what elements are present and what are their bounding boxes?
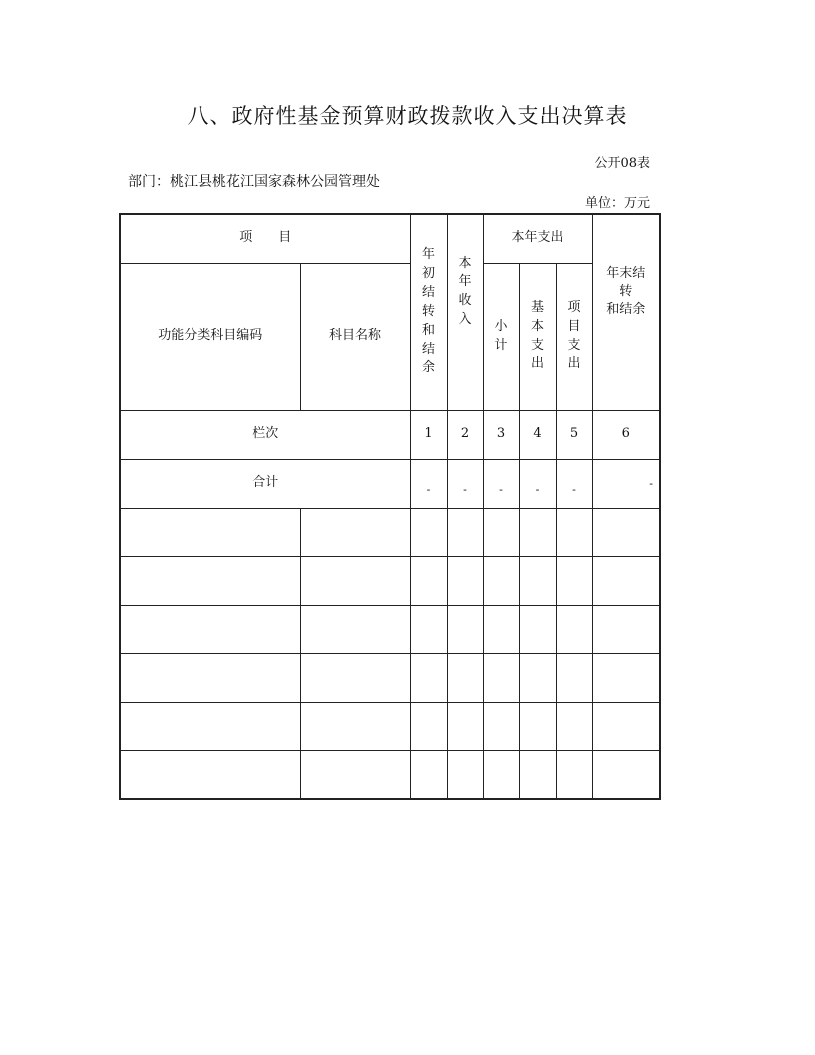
department-label: 部门：桃江县桃花江国家森林公园管理处 bbox=[128, 174, 380, 190]
column-index-2: 2 bbox=[447, 410, 483, 459]
cell bbox=[592, 702, 660, 750]
total-income: - bbox=[447, 459, 483, 508]
column-index-5: 5 bbox=[556, 410, 592, 459]
cell bbox=[592, 556, 660, 605]
header-end-balance: 年末结 转 和结余 bbox=[592, 214, 660, 410]
total-subtotal: - bbox=[483, 459, 519, 508]
cell bbox=[410, 702, 447, 750]
total-end-balance: - bbox=[592, 459, 660, 508]
cell-subject-name bbox=[300, 508, 410, 556]
total-begin-balance: - bbox=[410, 459, 447, 508]
cell bbox=[410, 653, 447, 702]
cell bbox=[447, 653, 483, 702]
cell bbox=[592, 653, 660, 702]
cell bbox=[519, 508, 556, 556]
cell bbox=[447, 605, 483, 653]
column-index-3: 3 bbox=[483, 410, 519, 459]
cell bbox=[410, 556, 447, 605]
cell bbox=[519, 653, 556, 702]
cell bbox=[410, 508, 447, 556]
header-subject-name: 科目名称 bbox=[300, 263, 410, 410]
cell bbox=[556, 750, 592, 799]
cell bbox=[483, 750, 519, 799]
header-project-expense: 项 目 支 出 bbox=[556, 263, 592, 410]
cell bbox=[483, 702, 519, 750]
header-subtotal: 小 计 bbox=[483, 263, 519, 410]
total-label: 合计 bbox=[120, 459, 410, 508]
cell bbox=[592, 750, 660, 799]
cell-subject-name bbox=[300, 653, 410, 702]
total-basic-expense: - bbox=[519, 459, 556, 508]
form-code: 公开08表 bbox=[594, 156, 650, 171]
cell bbox=[483, 653, 519, 702]
cell bbox=[483, 605, 519, 653]
cell-func-code bbox=[120, 653, 300, 702]
cell bbox=[519, 702, 556, 750]
cell bbox=[447, 508, 483, 556]
table-row bbox=[120, 508, 660, 556]
cell-func-code bbox=[120, 702, 300, 750]
cell bbox=[410, 605, 447, 653]
table-row bbox=[120, 750, 660, 799]
cell bbox=[592, 605, 660, 653]
total-project-expense: - bbox=[556, 459, 592, 508]
cell bbox=[519, 750, 556, 799]
table-row bbox=[120, 653, 660, 702]
header-project: 项 目 bbox=[120, 214, 410, 263]
column-index-1: 1 bbox=[410, 410, 447, 459]
cell bbox=[447, 556, 483, 605]
cell bbox=[483, 508, 519, 556]
cell-subject-name bbox=[300, 556, 410, 605]
budget-table bbox=[119, 213, 661, 800]
column-index-row bbox=[120, 410, 660, 459]
table-row bbox=[120, 605, 660, 653]
cell bbox=[447, 750, 483, 799]
cell-func-code bbox=[120, 508, 300, 556]
cell bbox=[519, 556, 556, 605]
cell-subject-name bbox=[300, 605, 410, 653]
cell bbox=[556, 653, 592, 702]
cell-func-code bbox=[120, 750, 300, 799]
header-expense-group: 本年支出 bbox=[483, 214, 592, 263]
cell bbox=[556, 508, 592, 556]
column-index-label: 栏次 bbox=[120, 410, 410, 459]
cell-func-code bbox=[120, 605, 300, 653]
table-row bbox=[120, 556, 660, 605]
column-index-4: 4 bbox=[519, 410, 556, 459]
cell bbox=[519, 605, 556, 653]
page-title: 八、政府性基金预算财政拨款收入支出决算表 bbox=[187, 104, 628, 128]
cell bbox=[483, 556, 519, 605]
unit-label: 单位：万元 bbox=[584, 196, 650, 211]
column-index-6: 6 bbox=[592, 410, 660, 459]
header-func-code: 功能分类科目编码 bbox=[120, 263, 300, 410]
table-row bbox=[120, 702, 660, 750]
cell bbox=[592, 508, 660, 556]
total-row bbox=[120, 459, 660, 508]
header-income: 本 年 收 入 bbox=[447, 214, 483, 410]
cell bbox=[556, 702, 592, 750]
cell bbox=[410, 750, 447, 799]
cell bbox=[447, 702, 483, 750]
cell bbox=[556, 556, 592, 605]
cell-subject-name bbox=[300, 702, 410, 750]
cell-func-code bbox=[120, 556, 300, 605]
cell bbox=[556, 605, 592, 653]
header-basic-expense: 基 本 支 出 bbox=[519, 263, 556, 410]
header-begin-balance: 年 初 结 转 和 结 余 bbox=[410, 214, 447, 410]
cell-subject-name bbox=[300, 750, 410, 799]
